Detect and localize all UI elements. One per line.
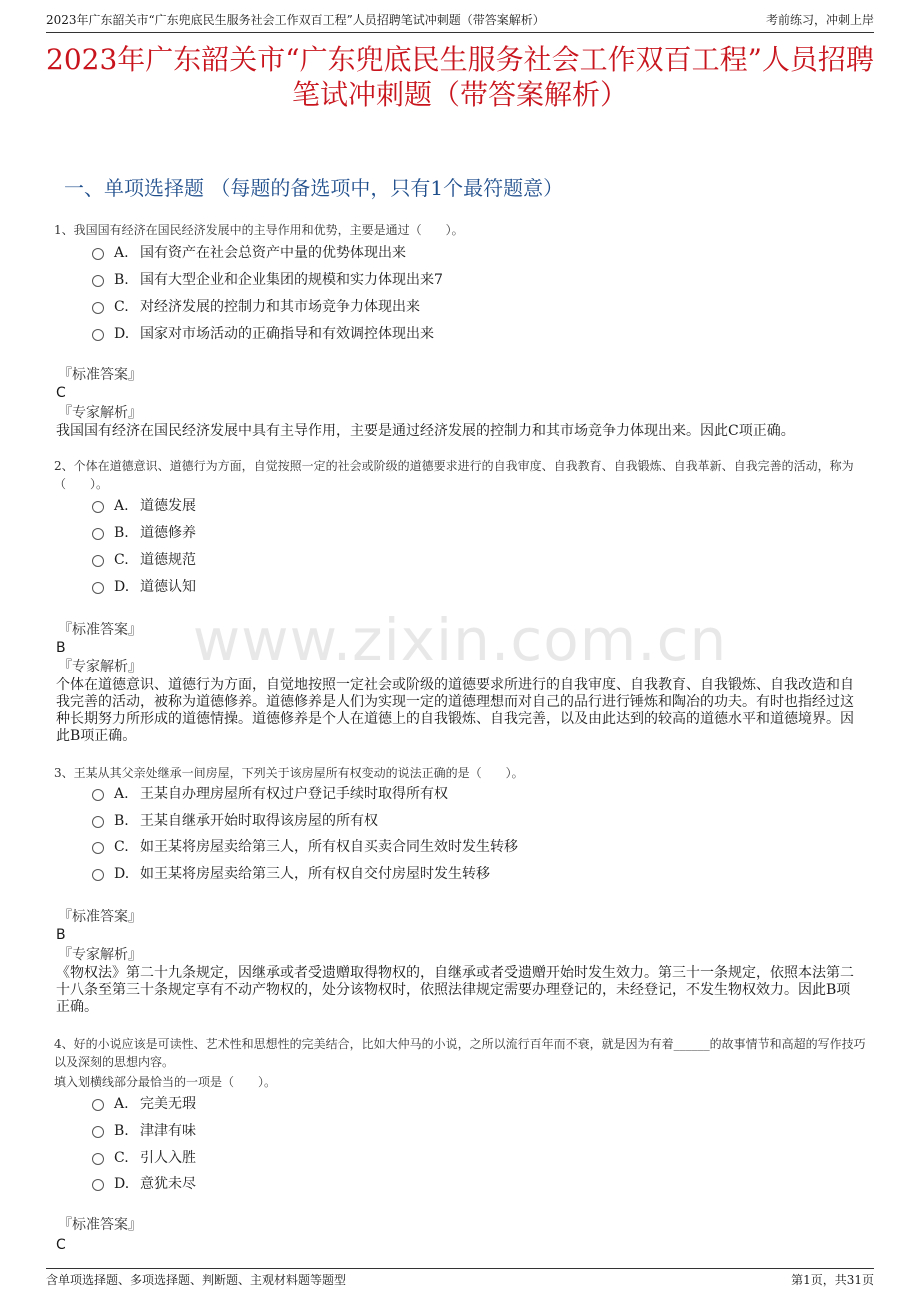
radio-icon[interactable]	[92, 1126, 104, 1138]
running-header	[46, 10, 874, 33]
analysis-label: 『专家解析』	[58, 947, 142, 963]
question-1-option-d[interactable]: D. 国家对市场活动的正确指导和有效调控体现出来	[92, 322, 434, 346]
question-2-analysis: 个体在道德意识、道德行为方面，自觉地按照一定社会或阶级的道德要求所进行的自我审度、自我教育、自我锻炼、自我改造和自我完善的活动，被称为道德修养。道德修养是人们为实现一定的道德理想而对自己的品行进行锤炼和陶冶的功夫。有时也指经过这种长期努力所形成的道德情操。道德修养是个人在道德上的自我锻炼、自我完善，以及由此达到的较高的道德水平和道德境界。因此B项正确。	[56, 677, 854, 744]
radio-icon[interactable]	[92, 1099, 104, 1111]
radio-icon[interactable]	[92, 1179, 104, 1191]
radio-icon[interactable]	[92, 555, 104, 567]
question-1-answer: C	[56, 385, 66, 401]
header-tagline: 考前练习，冲刺上岸	[765, 13, 874, 27]
question-1-analysis: 我国国有经济在国民经济发展中具有主导作用，主要是通过经济发展的控制力和其市场竞争力体现出来。因此C项正确。	[56, 423, 795, 439]
radio-icon[interactable]	[92, 582, 104, 594]
section-heading: 一、单项选择题 （每题的备选项中，只有1个最符题意）	[64, 176, 564, 200]
question-4-stem: 4、好的小说应该是可读性、艺术性和思想性的完美结合，比如大仲马的小说，之所以流行百年而不衰，就是因为有着______的故事情节和高超的写作技巧以及深刻的思想内容。	[54, 1037, 866, 1069]
answer-label: 『标准答案』	[58, 367, 142, 383]
answer-label: 『标准答案』	[58, 909, 142, 925]
question-4-instruction: 填入划横线部分最恰当的一项是（ ）。	[54, 1075, 277, 1089]
question-2-option-a[interactable]: A. 道德发展	[92, 494, 196, 518]
question-3-answer: B	[56, 927, 66, 943]
question-3-option-a[interactable]: A. 王某自办理房屋所有权过户登记手续时取得所有权	[92, 782, 448, 806]
radio-icon[interactable]	[92, 302, 104, 314]
radio-icon[interactable]	[92, 842, 104, 854]
analysis-label: 『专家解析』	[58, 405, 142, 421]
radio-icon[interactable]	[92, 1153, 104, 1165]
question-3-option-c[interactable]: C. 如王某将房屋卖给第三人，所有权自买卖合同生效时发生转移	[92, 835, 518, 859]
question-3-stem: 3、王某从其父亲处继承一间房屋，下列关于该房屋所有权变动的说法正确的是（ ）。	[54, 766, 524, 780]
page-number: 第1页，共31页	[791, 1273, 874, 1287]
question-1-option-a[interactable]: A. 国有资产在社会总资产中量的优势体现出来	[92, 241, 406, 265]
question-2-stem: 2、个体在道德意识、道德行为方面，自觉按照一定的社会或阶级的道德要求进行的自我审度、自我教育、自我锻炼、自我革新、自我完善的活动，称为（ ）。	[54, 459, 854, 491]
answer-label: 『标准答案』	[58, 622, 142, 638]
question-1-option-c[interactable]: C. 对经济发展的控制力和其市场竞争力体现出来	[92, 295, 420, 319]
radio-icon[interactable]	[92, 275, 104, 287]
document-title: 2023年广东韶关市“广东兜底民生服务社会工作双百工程”人员招聘笔试冲刺题（带答案解析）	[46, 43, 874, 111]
question-2-option-d[interactable]: D. 道德认知	[92, 575, 196, 599]
question-4-answer: C	[56, 1237, 66, 1253]
question-2-option-c[interactable]: C. 道德规范	[92, 548, 196, 572]
radio-icon[interactable]	[92, 329, 104, 341]
question-3-option-b[interactable]: B. 王某自继承开始时取得该房屋的所有权	[92, 809, 378, 833]
answer-label: 『标准答案』	[58, 1217, 142, 1233]
question-4-option-d[interactable]: D. 意犹未尽	[92, 1172, 196, 1196]
question-2-answer: B	[56, 640, 66, 656]
radio-icon[interactable]	[92, 869, 104, 881]
question-4-option-b[interactable]: B. 津津有味	[92, 1119, 196, 1143]
radio-icon[interactable]	[92, 248, 104, 260]
question-4-option-a[interactable]: A. 完美无瑕	[92, 1092, 196, 1116]
running-footer	[46, 1268, 874, 1289]
question-4-option-c[interactable]: C. 引人入胜	[92, 1146, 196, 1170]
analysis-label: 『专家解析』	[58, 659, 142, 675]
watermark: www.zixin.com.cn	[192, 606, 728, 674]
radio-icon[interactable]	[92, 501, 104, 513]
question-3-analysis: 《物权法》第二十九条规定，因继承或者受遗赠取得物权的，自继承或者受遗赠开始时发生效力。第三十一条规定，依照本法第二十八条至第三十条规定享有不动产物权的，处分该物权时，依照法律规定需要办理登记的，未经登记，不发生物权效力。因此B项正确。	[56, 965, 854, 1015]
question-1-option-b[interactable]: B. 国有大型企业和企业集团的规模和实力体现出来7	[92, 268, 443, 292]
header-doc-ref: 2023年广东韶关市“广东兜底民生服务社会工作双百工程”人员招聘笔试冲刺题（带答案解析）	[46, 13, 545, 27]
question-3-option-d[interactable]: D. 如王某将房屋卖给第三人，所有权自交付房屋时发生转移	[92, 862, 490, 886]
footer-note: 含单项选择题、多项选择题、判断题、主观材料题等题型	[46, 1273, 347, 1287]
radio-icon[interactable]	[92, 816, 104, 828]
radio-icon[interactable]	[92, 528, 104, 540]
question-2-option-b[interactable]: B. 道德修养	[92, 521, 196, 545]
radio-icon[interactable]	[92, 789, 104, 801]
question-1-stem: 1、我国国有经济在国民经济发展中的主导作用和优势，主要是通过（ ）。	[54, 223, 464, 237]
